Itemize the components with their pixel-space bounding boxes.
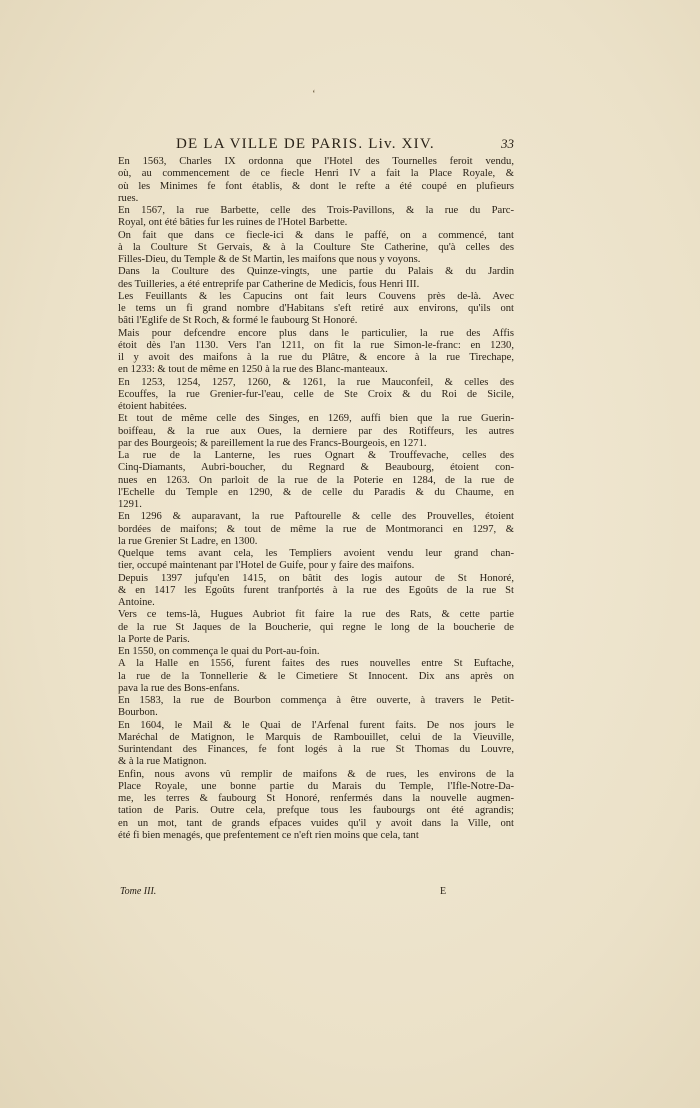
text-line: Surintendant des Finances, fe font logés à la rue St Thomas du Louvre, [118, 744, 514, 755]
text-line: Maréchal de Matignon, le Marquis de Rambouillet, celui de la Vieuville, [118, 731, 514, 743]
paragraph [118, 511, 514, 548]
text-line: de la rue St Jaques de la Boucherie, qui regne le long de la boucherie de [118, 621, 514, 633]
text-line: en un mot, tant de grands efpaces vuides qu'il y avoit dans la Ville, ont [118, 817, 514, 829]
paragraph [118, 769, 514, 843]
text-line: En 1567, la rue Barbette, celle des Trois-Pavillons, & la rue du Parc- [118, 205, 514, 216]
text-line: Depuis 1397 jufqu'en 1415, on bâtit des logis autour de St Honoré, [118, 572, 514, 584]
paragraph [118, 450, 514, 511]
text-line: En 1583, la rue de Bourbon commença à être ouverte, à travers le Petit- [118, 695, 514, 706]
text-line: 1291. [118, 499, 142, 510]
text-line: & à la rue Matignon. [118, 756, 207, 768]
text-line: Place Royale, une bonne partie du Marais du Temple, l'Ifle-Notre-Da- [118, 780, 514, 792]
text-line: En 1296 & auparavant, la rue Paftourelle & celle des Prouvelles, étoient [118, 511, 514, 523]
running-title: DE LA VILLE DE PARIS. Liv. XIV. [176, 136, 435, 152]
text-line: boiffeau, & la rue aux Oues, la derniere par des Rotiffeurs, les autres [118, 425, 514, 437]
text-line: il y avoit des maifons à la rue du Plâtre, & encore à la rue Tirechape, [118, 352, 514, 363]
paragraph [118, 377, 514, 414]
text-line: étoient habitées. [118, 401, 187, 412]
text-line: Filles-Dieu, du Temple & de St Martin, les maifons que nous y voyons. [118, 254, 421, 265]
paragraph [118, 609, 514, 646]
paragraph [118, 573, 514, 610]
text-line: où, au commencement de ce fiecle Henri IV a fait la Place Royale, & [118, 168, 514, 180]
text-line: Ecouffes, la rue Grenier-fur-l'eau, celle de Ste Croix & du Roi de Sicile, [118, 388, 514, 400]
text-line: où les Minimes fe font établis, & dont le refte a été coupé en plufieurs [118, 180, 514, 192]
text-line: Vers ce tems-là, Hugues Aubriot fit faire la rue des Rats, & cette partie [118, 609, 514, 621]
paragraph [118, 658, 514, 695]
text-line: rues. [118, 192, 139, 204]
paragraph [118, 695, 514, 720]
paragraph [118, 720, 514, 769]
text-line: En 1604, le Mail & le Quai de l'Arfenal furent faits. De nos jours le [118, 719, 514, 731]
body-text [118, 156, 514, 842]
paragraph [118, 328, 514, 377]
paragraph [118, 548, 514, 573]
text-line: Mais pour defcendre encore plus dans le particulier, la rue des Affis [118, 327, 514, 339]
text-line: Antoine. [118, 597, 155, 608]
text-line: le tems un fi grand nombre d'Habitans s'eft retiré aux environs, qu'ils ont [118, 303, 514, 314]
text-line: des Tuilleries, a été entreprife par Catherine de Medicis, fous Henri III. [118, 278, 420, 290]
text-line: tation de Paris. Outre cela, prefque tous les faubourgs ont été agrandis; [118, 805, 514, 817]
text-line: la rue de la Tonnellerie & le Cimetiere St Innocent. Dix ans après on [118, 670, 514, 682]
text-line: A la Halle en 1556, furent faites des rues nouvelles entre St Euftache, [118, 658, 514, 670]
text-line: bâti l'Eglife de St Roch, & formé le faubourg St Honoré. [118, 315, 358, 327]
text-line: En 1550, on commença le quai du Port-au-foin. [118, 646, 320, 657]
text-line: En 1563, Charles IX ordonna que l'Hotel des Tournelles feroit vendu, [118, 156, 514, 167]
paragraph [118, 230, 514, 267]
ink-speck: ʻ [312, 88, 316, 100]
text-line: & en 1417 les Egoûts furent tranfportés à la rue des Egoûts de la rue St [118, 584, 514, 596]
running-header [118, 136, 514, 158]
text-line: en 1233: & tout de même en 1250 à la rue des Blanc-manteaux. [118, 364, 388, 376]
paragraph [118, 266, 514, 291]
text-line: pava la rue des Bons-enfans. [118, 682, 240, 694]
text-line: On fait que dans ce fiecle-ici & dans le paffé, on a commencé, tant [118, 229, 514, 241]
paragraph [118, 205, 514, 230]
text-line: bordées de maifons; & tout de même la rue de Montmoranci en 1297, & [118, 523, 514, 535]
text-line: Et tout de même celle des Singes, en 1269, auffi bien que la rue Guerin- [118, 413, 514, 425]
text-line: étoit dès l'an 1130. Vers l'an 1211, on fit la rue Simon-le-franc: en 1230, [118, 339, 514, 351]
signature-mark: E [440, 886, 447, 897]
page-footer [118, 886, 514, 902]
text-line: me, les terres & faubourg St Honoré, renfermés dans la nouvelle augmen- [118, 793, 514, 804]
paragraph [118, 646, 514, 658]
paragraph [118, 413, 514, 450]
text-line: Bourbon. [118, 707, 158, 719]
text-line: Enfin, nous avons vû remplir de maifons & de rues, les environs de la [118, 768, 514, 780]
text-line: la Porte de Paris. [118, 633, 190, 645]
text-line: la rue Grenier St Ladre, en 1300. [118, 535, 258, 547]
page-number: 33 [501, 136, 514, 151]
text-line: à la Coulture St Gervais, & à la Coulture Ste Catherine, qu'à celles des [118, 241, 514, 253]
text-line: Les Feuillants & les Capucins ont fait leurs Couvens près de-là. Avec [118, 290, 514, 302]
text-line: Royal, ont été bâties fur les ruines de l'Hotel Barbette. [118, 217, 348, 229]
text-line: nues en 1263. On parloit de la rue de la Poterie en 1284, de la rue de [118, 474, 514, 486]
text-line: En 1253, 1254, 1257, 1260, & 1261, la rue Mauconfeil, & celles des [118, 376, 514, 388]
paragraph [118, 291, 514, 328]
text-line: tier, occupé maintenant par l'Hotel de Guife, pour y faire des maifons. [118, 560, 415, 572]
text-line: La rue de la Lanterne, les rues Ognart & Trouffevache, celles des [118, 450, 514, 461]
text-line: par des Bourgeois; & pareillement la rue des Francs-Bourgeois, en 1271. [118, 437, 427, 449]
text-line: été fi bien menagés, que prefentement ce n'eft rien moins que cela, tant [118, 829, 419, 841]
paragraph [118, 156, 514, 205]
text-line: Quelque tems avant cela, les Templiers avoient vendu leur grand chan- [118, 548, 514, 559]
text-line: Cinq-Diamants, Aubri-boucher, du Regnard & Beaubourg, étoient con- [118, 462, 514, 474]
volume-label: Tome III. [120, 886, 157, 897]
text-line: Dans la Coulture des Quinze-vingts, une partie du Palais & du Jardin [118, 266, 514, 278]
text-line: l'Echelle du Temple en 1290, & de celle du Paradis & du Chaume, en [118, 486, 514, 498]
